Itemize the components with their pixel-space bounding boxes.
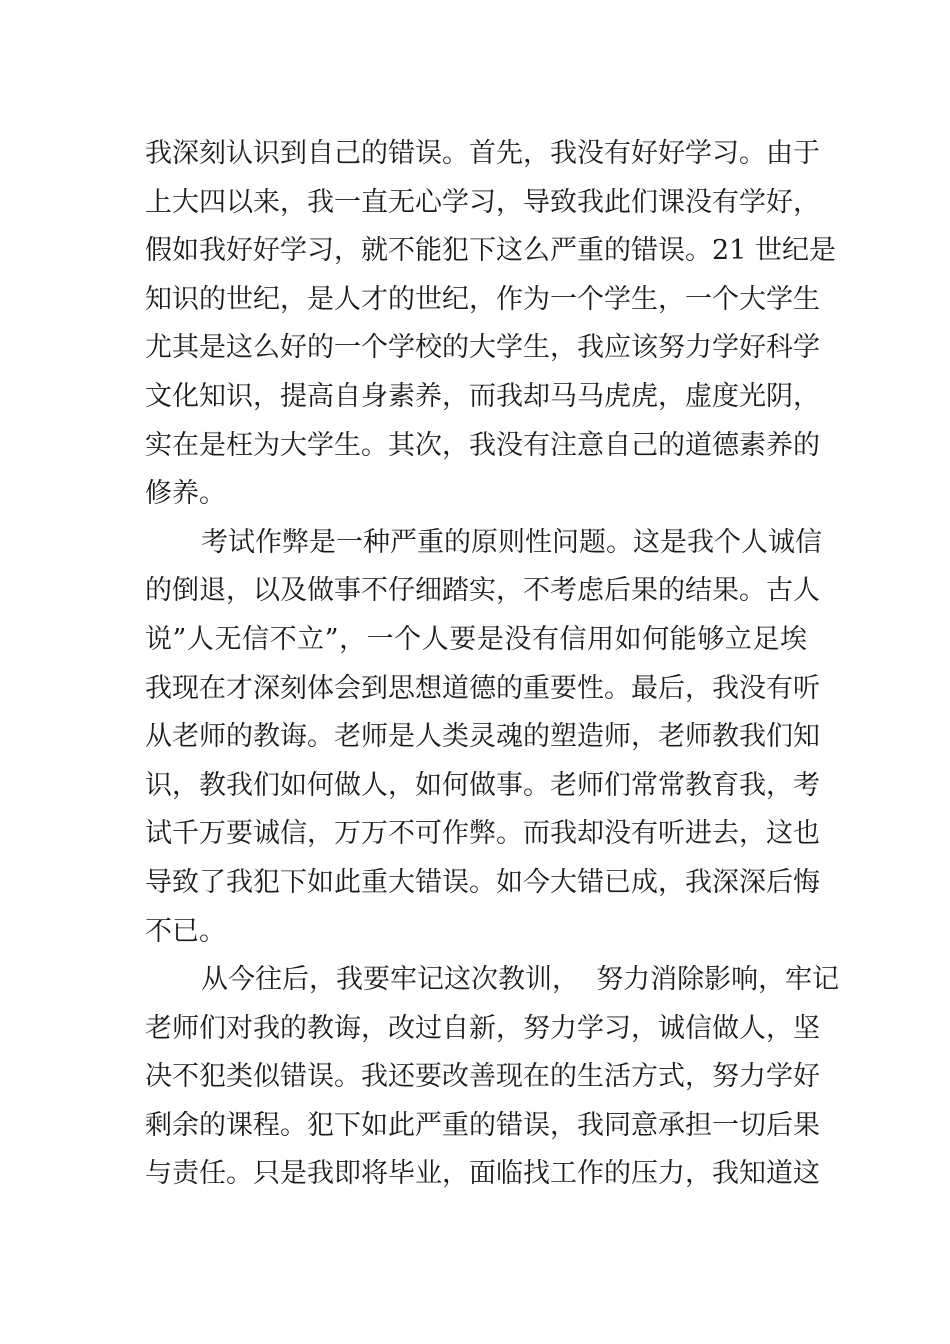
text-line: 的倒退，以及做事不仔细踏实，不考虑后果的结果。古人	[145, 575, 820, 607]
text-line: 修养。	[145, 478, 226, 510]
text-line: 考试作弊是一种严重的原则性问题。这是我个人诚信	[201, 526, 822, 558]
text-line: 我深刻认识到自己的错误。首先，我没有好好学习。由于	[145, 138, 820, 169]
text-line: 知识的世纪，是人才的世纪，作为一个学生，一个大学生	[145, 283, 820, 315]
text-line: 说”人无信不立”，一个人要是没有信用如何能够立足埃	[145, 623, 807, 655]
text-line: 与责任。只是我即将毕业，面临找工作的压力，我知道这	[145, 1158, 820, 1190]
text-line: 决不犯类似错误。我还要改善现在的生活方式，努力学好	[145, 1061, 820, 1093]
text-line: 实在是枉为大学生。其次，我没有注意自己的道德素养的	[145, 429, 820, 461]
text-line: 导致了我犯下如此重大错误。如今大错已成，我深深后悔	[145, 866, 820, 898]
text-line: 剩余的课程。犯下如此严重的错误，我同意承担一切后果	[145, 1109, 820, 1141]
text-line: 识，教我们如何做人，如何做事。老师们常常教育我，考	[145, 769, 820, 801]
text-line: 上大四以来，我一直无心学习，导致我此们课没有学好，	[145, 186, 820, 218]
text-line: 从老师的教诲。老师是人类灵魂的塑造师，老师教我们知	[145, 721, 820, 753]
text-line: 不已。	[145, 915, 226, 947]
text-line: 尤其是这么好的一个学校的大学生，我应该努力学好科学	[145, 332, 820, 364]
text-line: 从今往后，我要牢记这次教训， 努力消除影响，牢记	[201, 964, 840, 996]
text-line: 文化知识，提高自身素养，而我却马马虎虎，虚度光阴，	[145, 380, 820, 412]
text-line: 我现在才深刻体会到思想道德的重要性。最后，我没有听	[145, 672, 820, 704]
text-line: 试千万要诚信，万万不可作弊。而我却没有听进去，这也	[145, 818, 820, 850]
paragraph-1	[145, 130, 836, 519]
document-body	[145, 130, 840, 1199]
text-line: 假如我好好学习，就不能犯下这么严重的错误。21 世纪是	[145, 235, 836, 267]
paragraph-2	[145, 519, 822, 956]
paragraph-3	[145, 956, 840, 1199]
text-line: 老师们对我的教诲，改过自新，努力学习，诚信做人，坚	[145, 1012, 820, 1044]
